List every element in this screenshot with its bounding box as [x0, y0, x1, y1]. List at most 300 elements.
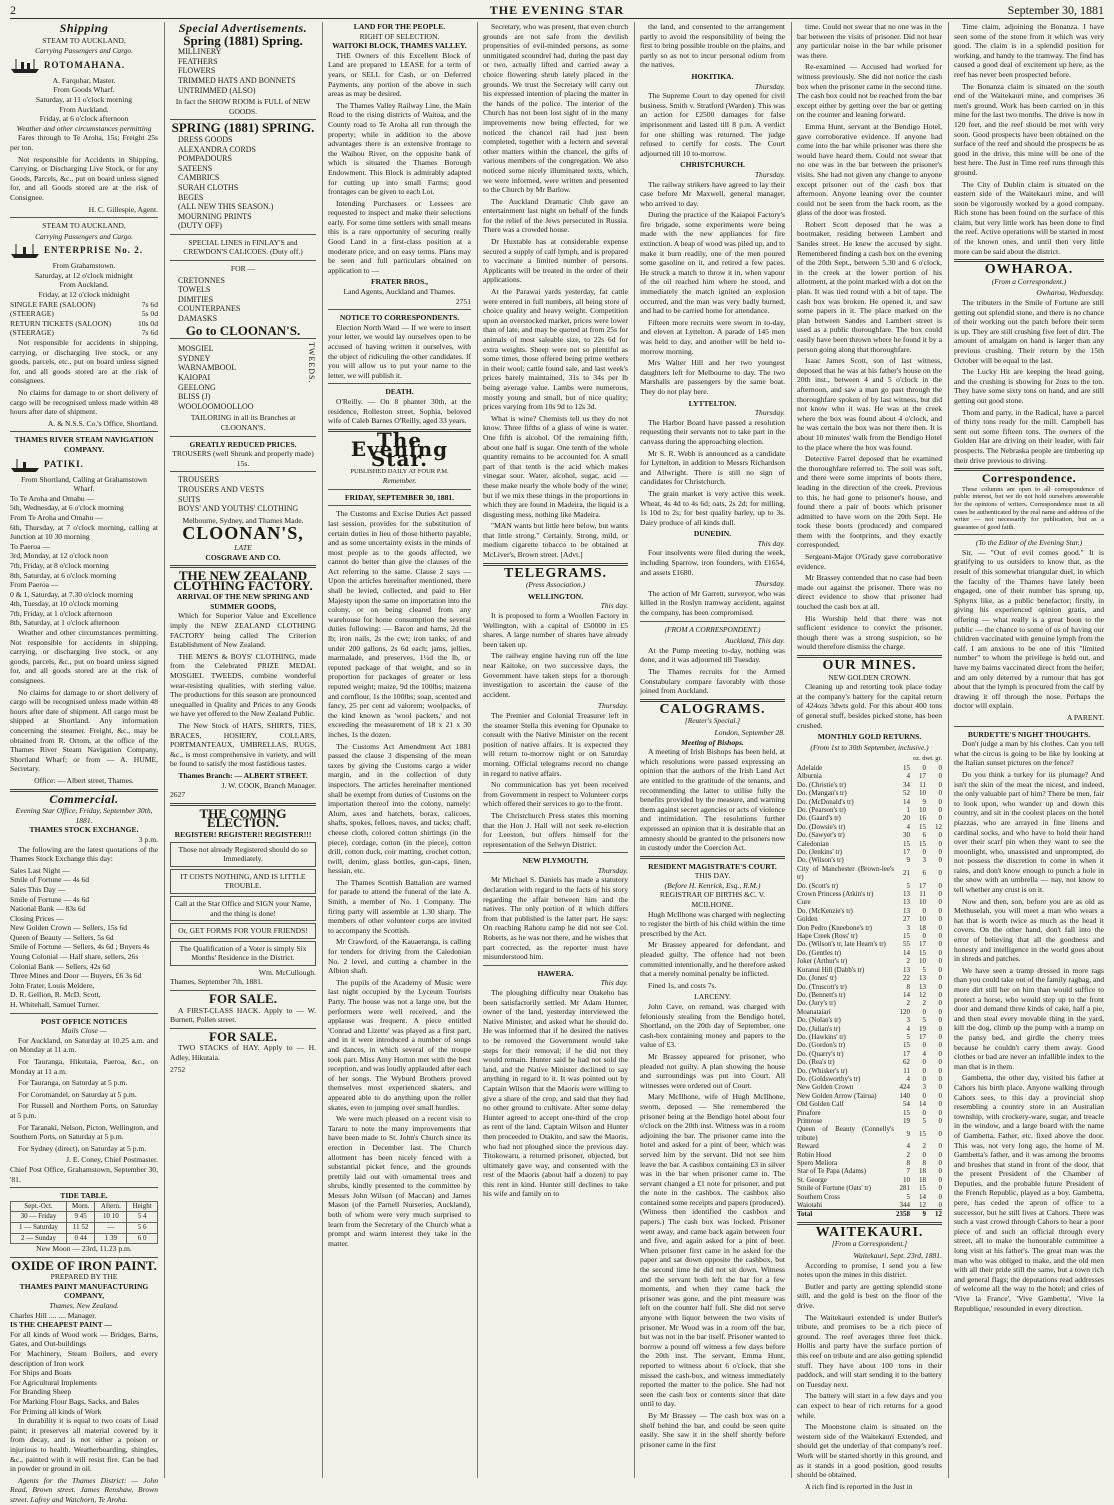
burdette-heading: BURDETTE'S NIGHT THOUGHTS.: [967, 729, 1091, 739]
steamship-icon: [10, 243, 40, 259]
mines-text: Cleaning up and retorting took place today at the company's battery for the capital return of 424ozs 3dwts gold. For this about 400 tons of general stuff, besides picked stone, has been crushed.: [797, 682, 942, 730]
tweeds-label: TWEEDS.: [307, 342, 316, 384]
mines-text: The Lucky Hit are keeping the head going, and the crushing is showing for 2ozs to the ton. They have some sixty tons on hand, and are still getting out good stone.: [954, 367, 1104, 405]
origin-line: Melbourne, Sydney, and Thames Made.: [182, 515, 304, 525]
ship-name: ENTERPRISE No. 2.: [44, 245, 144, 256]
mine-value: 10: [903, 1175, 910, 1184]
table-row: [797, 1092, 942, 1100]
use-item: For Ships and Boats: [10, 1368, 72, 1378]
telegram-item: At the Pump meeting to-day, nothing was done, and it was adjourned till Tuesday.: [640, 645, 785, 665]
mine-value: 17: [919, 940, 926, 949]
schedule-line: Friday, at 6 o'clock afternoon: [39, 114, 129, 124]
news-paragraph: Dr Huxtable has at considerable expense secured a supply of calf lymph, and is prepared to vaccinate a limited number of persons. Applicants will be treated in the order of their applications.: [483, 237, 628, 285]
mine-value: 0: [938, 906, 942, 915]
schedule-line: 0 & 1, Saturday, at 7.30 o'clock morning: [10, 589, 134, 599]
dateline-place: DUNEDIN.: [693, 529, 732, 539]
factory-text: THE MEN'S & BOYS' CLOTHING, made from the Celebrated PRIZE MEDAL MOSGIEL TWEEDS, combine wonderful wear-resisting qualities, with sterling value. The productions for this season are pronounced unequalled in Quality and Prices to any Goods we have yet offered to the New Zealand Public.: [170, 651, 316, 719]
table-row: [797, 1100, 942, 1108]
table-row: [797, 1016, 942, 1024]
mine-value: 0: [938, 923, 942, 932]
table-row: [797, 1058, 942, 1066]
mine-value: 17: [903, 848, 910, 856]
mine-value: 19: [903, 1117, 910, 1125]
millinery-list: MILLINERY FEATHERS FLOWERS TRIMMED HATS AND BONNETS UNTRIMMED (ALSO): [178, 47, 296, 95]
dateline-place: CHRISTCHURCH.: [680, 160, 745, 170]
issue-date: September 30, 1881: [1007, 3, 1104, 17]
mine-value: 6: [922, 869, 926, 878]
table-row: [797, 898, 942, 906]
dateline-day: Thursday.: [754, 408, 785, 418]
court-text: Sergeant-Major O'Grady gave corroborative evidence.: [797, 552, 942, 571]
mine-name: Do. (Christie's tr): [797, 780, 846, 789]
schedule-line: 7th, Friday, at 8 o'clock morning: [10, 560, 109, 570]
mail-line: For Tauranga, on Saturday at 5 p.m.: [18, 1078, 128, 1088]
dateline-day: London, September 28.: [714, 727, 785, 737]
broker-line: H. Whitehall, Samuel Turner.: [10, 1000, 100, 1010]
court-text: John Cave, on remand, was charged with feloniously stealing from the Bendigo hotel, Shortland, on the 20th day of September, one cash-box containing money and papers to the value of £3.: [640, 1002, 785, 1050]
telegrams-source: (Press Association.): [525, 580, 586, 590]
mine-value: 4: [906, 772, 910, 781]
mine-name: Do. (Mangan's tr): [797, 789, 847, 798]
post-subheading: Mails Close —: [61, 1026, 107, 1036]
schedule-line: Friday, at 12 o'clock midnight: [38, 290, 130, 300]
claims-text: No claims for damage to or short delivery of cargo will be recognised unless made within 48 hours after date of shipment.: [10, 388, 158, 417]
quote-line: Smile of Fortune — 4s 6d: [10, 875, 90, 885]
sale-title: FOR SALE.: [209, 1028, 277, 1044]
clothing-list: TROUSERS TROUSERS AND VESTS SUITS BOYS' AND YOUTHS' CLOTHING: [178, 475, 299, 514]
quote-line: National Bank — 83s 6d: [10, 904, 86, 914]
mine-name: Do. (Wilson's tr): [797, 856, 844, 865]
dress-goods-list: DRESS GOODS ALEXANDRA CORDS POMPADOURS SATEENS CAMBRICS SURAH CLOTHS BEGES (ALL NEW THIS SEASON.) MOURNING PRINTS (DUTY OFF): [178, 134, 274, 231]
telegram-item: Mr Michael S. Daniels has made a statutory declaration with regard to the facts of his story regarding the affair between him and the natives. The only portion of it which differs from that published is the latter part. He says: On reaching Rahotu camp he did not see Col. Roberts, as he was not there, and he wishes that part corrected, as the reporter must have misunderstood him.: [483, 875, 628, 962]
mine-value: 5: [906, 1032, 910, 1041]
ad-number: 2627: [170, 790, 186, 800]
enterprise-steamer-ad: [10, 221, 158, 428]
dateline-day: Waitekauri, Sept. 23rd, 1881.: [853, 1251, 942, 1261]
mine-value: 0: [922, 1150, 926, 1159]
column-rule: [634, 22, 635, 1478]
mine-name: Do. (Pearson's tr): [797, 805, 846, 814]
mine-value: 0: [938, 1108, 942, 1117]
mine-value: 15: [903, 763, 910, 772]
calograms-source: [Reuter's Special.]: [684, 716, 741, 726]
mine-value: 17: [919, 772, 926, 781]
schedule-line: From Auckland.: [59, 104, 109, 114]
election-note: Call at the Star Office and SIGN your Name, and the thing is done!: [170, 896, 316, 921]
mine-value: 0: [938, 1007, 942, 1016]
notice-text: Election North Ward — If we were to insert your letter, we would lay ourselves open to be accused of having written it ourselves, with the object of ridiculing the other candidates. If you will allow us to put your name to the letter, we will publish it.: [328, 322, 471, 380]
auckland-steamer-ad: [10, 36, 158, 215]
branch-manager: J. W. COOK, Branch Manager.: [221, 780, 316, 790]
table-row: [797, 840, 942, 848]
use-item: For Agricultural Implements: [10, 1377, 97, 1387]
telegram-item: The Premier and Colonial Treasurer left in the steamer Stella this evening for Opunake to consult with the Native Minister on the recent position of native affairs. It is expected they will return to-morrow night or on Saturday morning. Official telegrams record no change in regard to native affairs.: [483, 710, 628, 778]
table-row: [797, 789, 942, 797]
land-text: Intending Purchasers or Lessees are requested to inspect and make their selections early. For some time settlers with small means this is a rare opportunity of securing really Good Land in a first-class position at a moderate price, and on easy terms. Plans may be seen and full particulars obtained on application to —: [328, 198, 471, 275]
ad-subtitle: Carrying Passengers and Cargo.: [35, 46, 133, 56]
mines-subheading: NEW GOLDEN CROWN.: [828, 672, 911, 682]
letter-address: (To the Editor of the Evening Star.): [975, 538, 1083, 548]
mine-value: 30: [903, 831, 910, 840]
mine-value: 4: [906, 1024, 910, 1033]
table-row: [797, 991, 942, 999]
land-text: THE Owners of this Excellent Block of Land are prepared to LEASE for a term of years, or SELL for Cash, or on Deferred Payments, any portion of the above in such areas as may be desired.: [328, 50, 471, 99]
court-text: Fined 1s, and costs 7s.: [648, 980, 717, 990]
election-note: Or, GET FORMS FOR YOUR FRIENDS!: [170, 923, 316, 939]
postmaster-signature: J. E. Coney, Chief Postmaster.: [66, 1155, 158, 1165]
ad-line: Thames, New Zealand.: [49, 1301, 119, 1311]
quote-line: Three Mines and Door — Buyers, £6 3s 6d: [10, 971, 142, 981]
table-row: [797, 781, 942, 789]
mine-value: 19: [919, 1024, 926, 1033]
dateline-day: Thursday.: [754, 169, 785, 179]
dateline-day: This day.: [600, 978, 628, 988]
ad-line: PREPARED BY THE: [50, 1272, 118, 1282]
paint-body: In durability it is equal to two coats of Lead paint; it preserves all material covered by it from decay, and is not either a poison or injurious to health. Weatherboarding, shingles, &c., painted with it will resist fire. Can be had in powder or ground in oil.: [10, 1416, 158, 1474]
mine-name: Alburnia: [797, 772, 822, 781]
table-row: [797, 1151, 942, 1159]
death-title: DEATH.: [385, 387, 414, 397]
cosgrave-line: COSGRAVE AND CO.: [205, 552, 281, 562]
page-number: 2: [10, 3, 16, 17]
table-row: [797, 798, 942, 806]
mine-name: Do. (Gordon's tr): [797, 1041, 846, 1050]
mines-text: Butler and party are getting splendid stone still, and the gold is best on the floor of the drive.: [797, 1281, 942, 1311]
publish-note: PUBLISHED DAILY AT FOUR P.M.: [350, 467, 449, 475]
tide-grid: Sept.-Oct. Morn. Aftern. Height 30 — Friday 9 45 10 10 5 4 1 — Saturday 11 52 — 5 6 2 — Sunday 0 44 1 39 6 0: [10, 1201, 158, 1244]
mine-value: 13: [919, 974, 926, 983]
column-rule: [322, 22, 323, 1478]
table-row: [797, 856, 942, 864]
column-5: [640, 22, 785, 1478]
mine-value: 0: [938, 856, 942, 865]
mine-value: 0: [938, 940, 942, 949]
land-subtitle: RIGHT OF SELECTION.: [359, 31, 440, 41]
table-row: [797, 1075, 942, 1083]
mine-name: City of Manchester (Brown-lee's tr): [797, 864, 894, 882]
telegram-item: The railway strikers have agreed to lay their case before Mr Maxwell, general manager, who arrived to day.: [640, 179, 785, 208]
mine-value: 0: [938, 1184, 942, 1193]
mine-name: Do. (Goldsworthy's tr): [797, 1074, 861, 1083]
mine-value: 0: [938, 1074, 942, 1083]
mine-value: 2: [906, 999, 910, 1008]
mine-value: 21: [903, 869, 910, 878]
mine-value: 0: [938, 1159, 942, 1168]
mine-name: Do. (Gaard's tr): [797, 814, 841, 823]
ship-name: ROTOMAHANA.: [44, 59, 126, 70]
table-row: [797, 924, 942, 932]
nz-clothing-ad: [170, 568, 316, 800]
mail-line: For Taranaki, Nelson, Picton, Wellington, and Southern Ports, on Saturday at 5 p.m.: [10, 1122, 158, 1142]
table-row: 1 — Saturday 11 52 — 5 6: [11, 1222, 158, 1233]
court-text: time. Could not swear that no one was in the bar between the visits of prisoner. Did not hear any particular noise in the bar while prisoner was there.: [797, 22, 942, 60]
ad-title: THAMES RIVER STEAM NAVIGATION COMPANY.: [14, 435, 154, 454]
mine-value: 0: [938, 869, 942, 878]
schedule-line: 4th, Tuesday, at 10 o'clock morning: [10, 599, 119, 609]
remember-line: Remember.: [382, 476, 417, 486]
table-row: [797, 882, 942, 890]
owharoa-source: (From a Correspondent.): [991, 276, 1067, 286]
telegram-item: The grain market is very active this week. Wheat, 4s 4d to 4s 6d; oats, 2s 2d; for milling, 1s 10d to 2s; for best quality barley, up to 3s. Dairy produce of all kinds dull.: [640, 488, 785, 527]
mine-name: Do. (Rea's tr): [797, 1058, 835, 1067]
mine-value: 9: [906, 856, 910, 865]
mine-name: Do. (Hawkins' tr): [797, 1032, 846, 1041]
table-row: [797, 1142, 942, 1150]
paint-ad: [10, 1257, 158, 1505]
election-ad: [170, 805, 316, 987]
mine-name: Southern Cross: [797, 1192, 840, 1201]
mine-value: 3: [906, 923, 910, 932]
table-row: [797, 1041, 942, 1049]
mine-value: 14: [919, 1100, 926, 1109]
mine-value: 14: [903, 990, 910, 999]
mine-value: 13: [903, 906, 910, 915]
mine-name: Do. (McDonald's tr): [797, 797, 854, 806]
mine-value: 10: [919, 898, 926, 907]
mine-value: 13: [903, 898, 910, 907]
mine-value: 18: [919, 1167, 926, 1176]
mine-name: Don Pedro (Kneebone's tr): [797, 923, 872, 932]
notice-text: Not responsible for accidents in shipping, carrying, or discharging live stock, or any goods, parcels, etc., put on board unless signed for, and all goods stored are at the risk of consignees.: [10, 338, 158, 386]
waitekauri-source: [From a Correspondent.]: [831, 1239, 908, 1249]
schedule-line: Saturday, at 12 o'clock midnight: [34, 270, 134, 280]
election-note: The Qualification of a Voter is simply Six Months' Residence in the District.: [170, 941, 316, 966]
mine-name: Star of Te Papa (Adams): [797, 1167, 866, 1176]
telegram-item: It is proposed to form a Woollen Factory in Wellington, with a capital of £50000 in £5 shares. A large number of shares have already been taken up.: [483, 611, 628, 649]
table-row: 30 — Friday 9 45 10 10 5 4: [11, 1212, 158, 1223]
mines-text: The City of Dublin claim is situated on the eastern side of the Waitekauri mine, and will soon be vigorously worked by a good company. Rich stone has been found on the surface of this claim, but very little work has been done to find the reef. Active operations will be started in most of the known ones, and until then very little more can be said about the district.: [954, 179, 1104, 256]
mine-value: 12: [919, 1201, 926, 1210]
spring-headline: Spring (1881) Spring.: [183, 32, 303, 48]
mine-value: 0: [938, 1167, 942, 1176]
tweeds-list: MOSGIEL SYDNEY WARNAMBOOL KAIOPAI GEELONG BLISS (J) WOOLOOMOOLLOO: [178, 344, 254, 411]
mine-value: 5: [922, 1016, 926, 1025]
mine-name: Do. (Whisker's tr): [797, 1066, 848, 1075]
thames-river-ad: [10, 435, 158, 785]
telegram-item: Mr S. R. Webb is announced as a candidate for Lyttelton, in addition to Messrs Richardson and Allwright. There is still no sign of candidates for Christchurch.: [640, 448, 785, 487]
correspondents-notice: [328, 313, 471, 380]
quote-line: New Golden Crown — Sellers, 15s 6d: [10, 923, 128, 933]
telegram-item: The Thames recruits for the Armed Constabulary compare favorably with those joined from Auckland.: [640, 667, 785, 696]
mine-value: 15: [919, 1184, 926, 1193]
mine-value: 9: [906, 1129, 910, 1138]
table-row: [797, 1201, 942, 1209]
ship-line: [10, 457, 158, 473]
returns-subtitle: (From 1st to 30th September, inclusive.): [810, 742, 929, 752]
intro-text: The following are the latest quotations of the Thames Stock Exchange this day:: [10, 844, 158, 864]
mine-name: Do. (Jury's tr): [797, 999, 836, 1008]
mine-value: 120: [899, 1007, 910, 1016]
mine-value: 6: [922, 831, 926, 840]
mine-value: 0: [922, 906, 926, 915]
report-time: 3 p.m.: [138, 834, 158, 844]
mine-value: 15: [919, 948, 926, 957]
mine-value: 0: [938, 1091, 942, 1100]
mine-value: 0: [938, 965, 942, 974]
waitekauri-heading: WAITEKAURI.: [815, 1224, 924, 1240]
fare-row: (STEERAGE) 7s 6d: [10, 328, 158, 338]
mine-value: 14: [919, 1192, 926, 1201]
returns-title: MONTHLY GOLD RETURNS.: [817, 732, 922, 742]
editorial-paragraph: The Thames Scottish Battalion are warned for parade to attend the funeral of the late A. Smith, a member of No. 1 Company. The firing party will assemble at 1.30 sharp. The members of other volunteer corps are invited to accompany the Scottish.: [328, 877, 471, 935]
dateline-day: Thursday.: [754, 81, 785, 91]
mine-name: Do. (Jenkins' tr): [797, 848, 843, 856]
schedule-line: 3rd, Monday, at 12 o'clock noon: [10, 551, 109, 561]
mine-value: 0: [938, 1016, 942, 1025]
land-title: LAND FOR THE PEOPLE.: [353, 22, 446, 31]
telegram-item: The Christchurch Press states this morning that the Hon J. Hall will not seek re-election for Leeston, but offers himself for the representation of the Selwyn District.: [483, 810, 628, 849]
use-item: For Branding Sheep: [10, 1387, 72, 1397]
mine-value: 10: [919, 915, 926, 924]
arrival-line: ARRIVAL OF THE NEW SPRING AND SUMMER GOODS,: [176, 592, 310, 611]
mine-name: Waiotahi: [797, 1201, 823, 1210]
schedule-line: From Shortland, Calling at Grahamstown Wharf.: [21, 474, 147, 494]
court-text: Isaac James Scott, son of last witness, deposed that he was at his father's house on the 20th inst., between 4 and 5 o'clock in the afternoon, and saw a man go past through the thoroughfare spoken of by last witness, but did not know who it was. He was at the creek where the box was found about 4 o'clock, and he was certain the box was not there then. It is about 10 minutes' walk from the Bendigo Hotel to the place where the box was found.: [797, 356, 942, 452]
election-note: IT COSTS NOTHING, AND IS LITTLE TROUBLE.: [170, 869, 316, 894]
calograms-heading: CALOGRAMS.: [659, 701, 766, 717]
mine-value: 0: [938, 1150, 942, 1159]
editorial-paragraph: We were much pleased on a recent visit to Tararu to note the many improvements that have been made to St. John's Church since its erection in December last. The Church allotment has been nicely fenced with a substantial picket fence, and the grounds prettily laid out with ornamental trees and shrubs, kindly presented to the committee by Messrs John Wilson (of Maccan) and James Mason (of the Parnell Nurseries, Auckland), both of whom were very much surprised to learn from the Secretary of the Church what a prompt and warm interest they take in the matter.: [328, 1114, 471, 1248]
table-row: [797, 1167, 942, 1175]
mines-text: Thom and party, in the Radical, have a parcel of thirty tons ready for the mill. Campbell has sent out some fifteen tons. The owners of the Golden Hat are driving on their leader, with fair prospects. The Nebraska people are timbering up their drive previous to driving.: [954, 407, 1104, 465]
register-line: REGISTER! REGISTER!! REGISTER!!!: [174, 829, 312, 839]
ad-subtitle: Carrying Passengers and Cargo.: [35, 231, 133, 241]
go-to-cloonans: Go to CLOONAN'S.: [185, 322, 301, 338]
election-date: Thames, September 7th, 1881.: [170, 977, 263, 987]
branch-line: Thames Branch: — ALBERT STREET.: [178, 770, 308, 780]
mine-value: 62: [903, 1058, 910, 1067]
sale-ad: TWO STACKS of HAY. Apply to — H. Adley, Hikutaia.: [170, 1043, 316, 1063]
mines-text: A rich find is reported in the Just in: [805, 1481, 913, 1491]
spring-headline: SPRING (1881) SPRING.: [171, 120, 315, 136]
case-name: LARCENY.: [694, 992, 731, 1002]
mine-value: 0: [922, 1108, 926, 1117]
post-office-dateline: Chief Post Office, Grahamstown, September 30, '81.: [10, 1164, 158, 1184]
correspondence-heading: Correspondence.: [981, 471, 1077, 486]
mine-value: 0: [938, 1117, 942, 1125]
mine-value: 0: [938, 1032, 942, 1041]
table-row: [797, 831, 942, 839]
mines-text: According to promise, I send you a few notes upon the mines in this district.: [797, 1260, 942, 1280]
telegram-item: The Harbor Board have passed a resolution requesting their servants not to take part in the canvass during the approaching election.: [640, 417, 785, 446]
fare-row: (STEERAGE) 5s 0d: [10, 309, 158, 319]
schedule-line: From Paeroa —: [10, 580, 59, 590]
calicoes-line: SPECIAL LINES in FINLAY'S and CREWDON'S CALICOES. (Duty off.): [183, 237, 303, 257]
mine-value: 0: [938, 763, 942, 772]
table-row: [797, 890, 942, 898]
schedule-line: 8th, Saturday, at 6 o'clock morning: [10, 570, 117, 580]
mine-value: 5: [922, 965, 926, 974]
mine-name: Do. (Scott's tr): [797, 881, 839, 890]
mine-name: Cure: [797, 898, 811, 907]
court-text: Mr Brassey appeared for prisoner, who pleaded not guilty. A plan showing the house and surroundings was put into Court. All witnesses were ordered out of Court.: [640, 1051, 785, 1090]
exchange-title: THAMES STOCK EXCHANGE.: [29, 825, 139, 835]
mine-value: 0: [938, 780, 942, 789]
schedule-line: 5th, Wednesday, at 6 o'clock morning: [10, 503, 124, 513]
mine-value: 0: [938, 814, 942, 823]
schedule-line: 6th, Thursday, at 7 o'clock morning, calling at Junction at 10 30 morning: [10, 522, 158, 542]
mine-value: 3: [906, 1016, 910, 1025]
table-row: [797, 764, 942, 772]
letter-signature: A PARENT.: [1066, 712, 1104, 722]
mine-name: Do. (Bennett's tr): [797, 990, 846, 999]
mine-value: 18: [919, 1175, 926, 1184]
table-row: [797, 957, 942, 965]
table-row: [797, 1083, 942, 1091]
mine-value: 7: [906, 1167, 910, 1176]
mail-line: For Tauranga, Hikutaia, Paeroa, &c., on Monday at 11 a.m.: [10, 1057, 158, 1076]
mine-value: 8: [922, 1159, 926, 1168]
mine-value: 13: [903, 890, 910, 899]
table-row: [797, 1025, 942, 1033]
news-paragraph: What is wine? Chemists tell us they do not know. Three fifths of a glass of wine is water. One fifth is alcohol. Of the remaining fifth, about one half is sugar. One tenth of the whole quantity remains to be accounted for. A small part of that tenth is the acid which makes vinegar sour. Water, alcohol, sugar, acid — these make nearly the whole body of the wine; but if we mix these things in the proportions in which they are found in Madeira, the liquid is a disgusting mess, nothing like Madeira.: [483, 413, 628, 519]
correspondent-line: (FROM A CORRESPONDENT.): [664, 624, 761, 634]
mine-value: 0: [922, 1091, 926, 1100]
mine-name: Crown Princess (Atkin's tr): [797, 890, 874, 899]
broker-line: D. R. Gellion, R. McD. Scott,: [10, 990, 101, 1000]
mine-value: 10: [919, 805, 926, 814]
dateline-day: Thursday.: [597, 701, 628, 711]
fare-row: SINGLE FARE (SALOON) 7s 6d: [10, 299, 158, 309]
mine-value: 344: [899, 1201, 910, 1210]
dateline-place: HOKITIKA.: [691, 71, 734, 81]
mine-value: 8: [906, 982, 910, 991]
mine-value: 1: [906, 805, 910, 814]
table-row: [797, 814, 942, 822]
mine-name: Do. (Nolan's tr): [797, 1016, 841, 1025]
telegram-item: The action of Mr Garrett, surveyor, who was killed in the Roslyn tramway accident, against the company, has been compromised.: [640, 588, 785, 618]
mine-value: 0: [938, 881, 942, 890]
mine-name: Queen of Beauty (Connelly's tribute): [797, 1125, 894, 1142]
mine-value: 15: [903, 932, 910, 941]
column-6: [797, 22, 942, 1491]
mine-value: 8: [906, 1159, 910, 1168]
land-agent-line: Land Agents, Auckland and Thames.: [343, 287, 456, 297]
commercial-heading: Commercial.: [49, 791, 119, 806]
use-item: For Machinery, Steam Boilers, and every description of Iron work: [10, 1349, 158, 1368]
sale-title: FOR SALE.: [209, 991, 277, 1007]
mine-value: 0: [938, 1058, 942, 1067]
mine-name: Caledonian: [797, 839, 829, 848]
mine-name: New Golden Crown: [797, 1083, 854, 1092]
weather-note: Weather and other circumstances permitting: [16, 123, 152, 133]
dateline: Evening Star Office, Friday, September 30th, 1881.: [15, 806, 153, 825]
table-row: [797, 983, 942, 991]
mine-value: 0: [938, 957, 942, 966]
post-heading: POST OFFICE NOTICES: [40, 1016, 128, 1026]
court-text: Robert Scott deposed that he was a bootmaker, residing between Lambert and Sandes street. He knew the accused by sight. Remembered finding a cash box on the evening of the 20th Sept., between 5.30 and 6 o'clock, in the creek at the lower portion of his allotment, at the point marked with a dot on the plan. It was tied round with a bit of tape. The cash box was broken. He opened it, and saw some papers in it. The place marked on the plan between Sandes and Lambert street is used as a public thoroughfare. The box could easily have been thrown where he found it by a person going along that thoroughfare.: [797, 219, 942, 354]
use-item: For Marking Flour Bags, Sacks, and Bales: [10, 1397, 140, 1406]
table-row: [797, 974, 942, 982]
late-line: LATE: [234, 542, 252, 552]
telegram-item: Mrs Walter Hill and her two youngest daughters left for Melbourne to day. The two Marshalls are passengers by the same boat. They do not play here.: [640, 358, 785, 396]
schedule-line: 8th, Saturday, at 1 o'clock afternoon: [10, 618, 120, 628]
gold-returns-table: [797, 764, 942, 1210]
table-row: 2 — Sunday 0 44 1 39 6 0: [11, 1233, 158, 1244]
notice-text: Weather and other circumstances permitting. Not responsible for accidents in shipping, carrying, or discharging live stock, or any goods, parcels, &c., put on board unless signed for, and all goods stored are at the risk of consignees.: [10, 628, 158, 686]
mine-name: Do. (Wilson's tr, late Hearn's tr): [797, 940, 886, 949]
gold-returns-total: [797, 1209, 942, 1218]
case-name: REGISTRAR OF BIRTHS &C. V. MCILHONE.: [659, 890, 766, 910]
mine-name: Golden: [797, 915, 818, 924]
mine-value: 0: [938, 1175, 942, 1184]
dateline-day: Thursday.: [597, 865, 628, 875]
sale-ad: A FIRST-CLASS HACK. Apply to — W. Burnett, Pollen street.: [170, 1005, 316, 1025]
schedule-line: Saturday, at 11 o'clock morning: [35, 94, 133, 104]
column-rule: [791, 22, 792, 1478]
reduced-prices: GREATLY REDUCED PRICES.: [189, 439, 297, 449]
table-row: [797, 1159, 942, 1167]
